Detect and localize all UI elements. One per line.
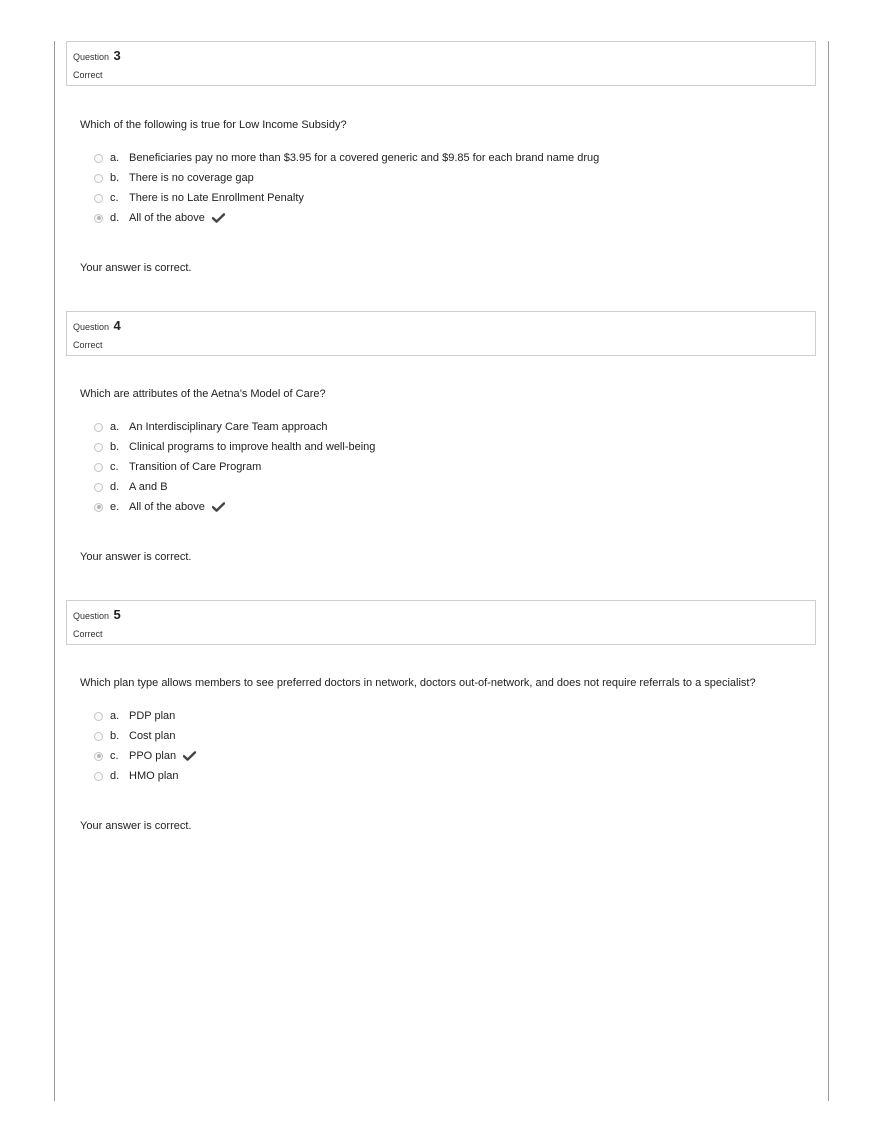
question-label bbox=[73, 607, 121, 622]
question-3-answer-c[interactable] bbox=[94, 190, 304, 206]
radio-button-selected[interactable] bbox=[94, 214, 103, 223]
radio-button[interactable] bbox=[94, 194, 103, 203]
answer-text: There is no coverage gap bbox=[129, 172, 254, 184]
question-5-answer-a[interactable] bbox=[94, 708, 175, 724]
radio-button[interactable] bbox=[94, 483, 103, 492]
answer-text: A and B bbox=[129, 481, 168, 493]
question-state: Correct bbox=[73, 340, 103, 350]
question-3-info bbox=[66, 41, 816, 86]
answer-letter: d. bbox=[110, 481, 120, 493]
answer-letter: b. bbox=[110, 730, 120, 742]
question-state: Correct bbox=[73, 70, 103, 80]
question-word: Question bbox=[73, 52, 110, 62]
question-4-text: Which are attributes of the Aetna’s Model of Care? bbox=[80, 388, 326, 400]
radio-button[interactable] bbox=[94, 174, 103, 183]
answer-text: PPO plan bbox=[129, 750, 177, 762]
answer-text: All of the above bbox=[129, 501, 205, 513]
radio-button[interactable] bbox=[94, 443, 103, 452]
question-number: 3 bbox=[113, 48, 121, 63]
question-5-answer-b[interactable] bbox=[94, 728, 175, 744]
answer-text: An Interdisciplinary Care Team approach bbox=[129, 421, 328, 433]
question-word: Question bbox=[73, 322, 110, 332]
question-3-answer-d[interactable] bbox=[94, 210, 225, 226]
question-4-answer-c[interactable] bbox=[94, 459, 261, 475]
question-label bbox=[73, 48, 121, 63]
answer-text: Clinical programs to improve health and well-being bbox=[129, 441, 376, 453]
question-5-text: Which plan type allows members to see preferred doctors in network, doctors out-of-network, and does not require referrals to a specialist? bbox=[80, 677, 756, 689]
question-3-text: Which of the following is true for Low Income Subsidy? bbox=[80, 119, 347, 131]
question-5-feedback: Your answer is correct. bbox=[80, 820, 192, 832]
radio-button[interactable] bbox=[94, 772, 103, 781]
answer-text: There is no Late Enrollment Penalty bbox=[129, 192, 304, 204]
answer-letter: c. bbox=[110, 750, 119, 762]
answer-letter: d. bbox=[110, 770, 120, 782]
answer-text: Cost plan bbox=[129, 730, 176, 742]
answer-text: All of the above bbox=[129, 212, 205, 224]
answer-letter: e. bbox=[110, 501, 120, 513]
radio-button[interactable] bbox=[94, 732, 103, 741]
question-5-answer-c[interactable] bbox=[94, 748, 196, 764]
radio-button[interactable] bbox=[94, 463, 103, 472]
answer-letter: a. bbox=[110, 710, 120, 722]
question-state: Correct bbox=[73, 629, 103, 639]
question-number: 4 bbox=[113, 318, 121, 333]
question-number: 5 bbox=[113, 607, 121, 622]
answer-text: HMO plan bbox=[129, 770, 179, 782]
answer-text: PDP plan bbox=[129, 710, 176, 722]
answer-letter: a. bbox=[110, 152, 120, 164]
radio-button[interactable] bbox=[94, 712, 103, 721]
answer-letter: b. bbox=[110, 172, 120, 184]
page-rule-left bbox=[54, 41, 55, 1101]
question-4-answer-b[interactable] bbox=[94, 439, 375, 455]
question-3-answer-a[interactable] bbox=[94, 150, 599, 166]
radio-button-selected[interactable] bbox=[94, 752, 103, 761]
question-3-feedback: Your answer is correct. bbox=[80, 262, 192, 274]
question-4-answer-e[interactable] bbox=[94, 499, 225, 515]
checkmark-icon bbox=[212, 213, 225, 223]
question-5-answer-d[interactable] bbox=[94, 768, 179, 784]
checkmark-icon bbox=[183, 751, 196, 761]
question-4-answer-a[interactable] bbox=[94, 419, 328, 435]
question-4-info bbox=[66, 311, 816, 356]
answer-letter: c. bbox=[110, 461, 119, 473]
question-5-info bbox=[66, 600, 816, 645]
answer-letter: c. bbox=[110, 192, 119, 204]
answer-letter: a. bbox=[110, 421, 120, 433]
question-label bbox=[73, 318, 121, 333]
answer-text: Beneficiaries pay no more than $3.95 for a covered generic and $9.85 for each brand name drug bbox=[129, 152, 600, 164]
question-word: Question bbox=[73, 611, 110, 621]
question-4-answer-d[interactable] bbox=[94, 479, 168, 495]
answer-text: Transition of Care Program bbox=[129, 461, 262, 473]
question-3-answer-b[interactable] bbox=[94, 170, 254, 186]
question-4-feedback: Your answer is correct. bbox=[80, 551, 192, 563]
checkmark-icon bbox=[212, 502, 225, 512]
radio-button-selected[interactable] bbox=[94, 503, 103, 512]
answer-letter: b. bbox=[110, 441, 120, 453]
answer-letter: d. bbox=[110, 212, 120, 224]
page-rule-right bbox=[828, 41, 829, 1101]
radio-button[interactable] bbox=[94, 423, 103, 432]
radio-button[interactable] bbox=[94, 154, 103, 163]
